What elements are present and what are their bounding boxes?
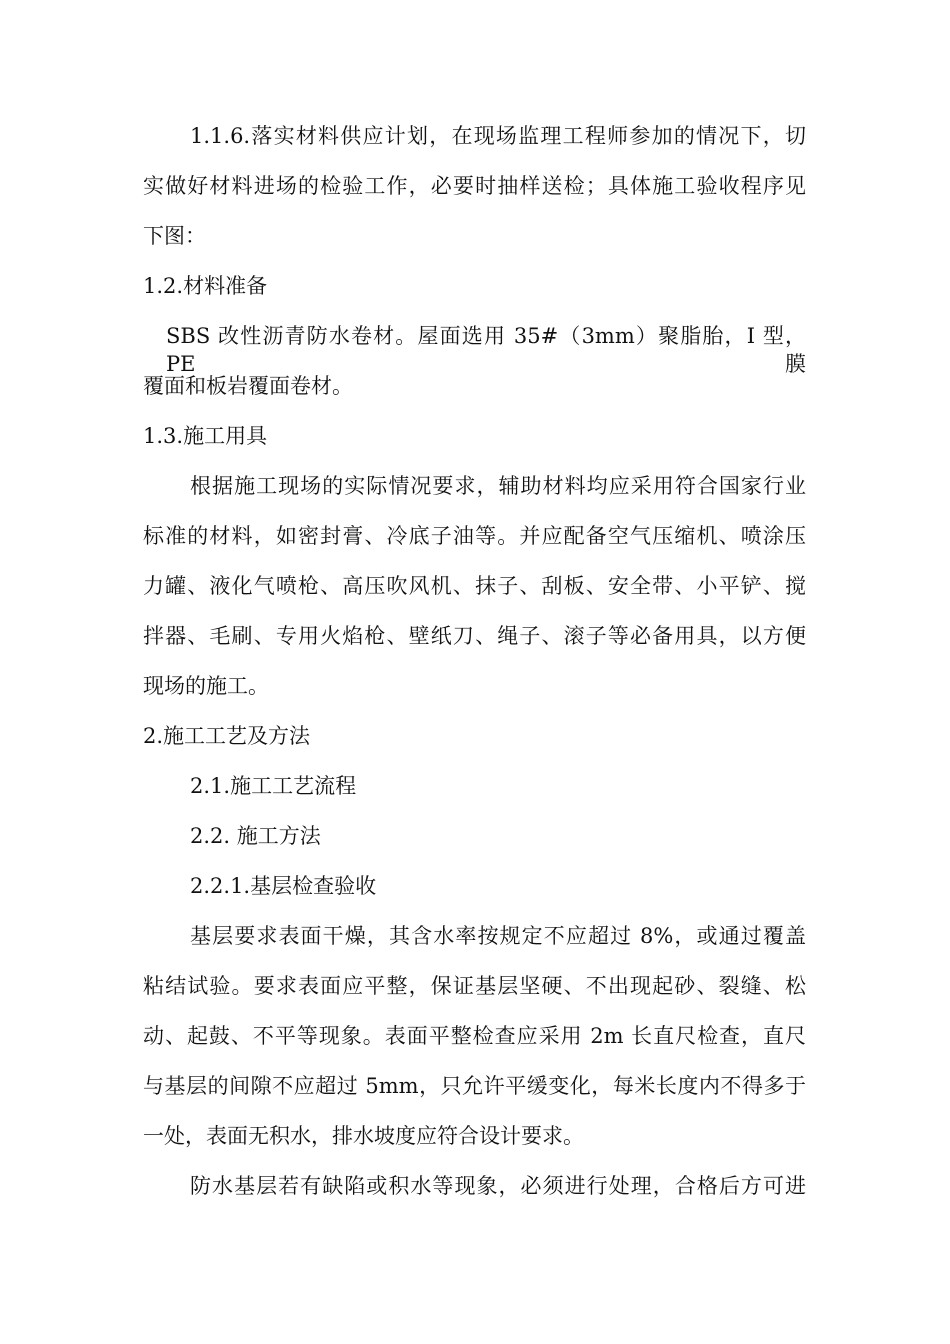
text-line: 实做好材料进场的检验工作，必要时抽样送检；具体施工验收程序见 — [143, 174, 806, 198]
text-line: 动、起鼓、不平等现象。表面平整检查应采用 2m 长直尺检查，直尺 — [143, 1024, 806, 1048]
text-line: 粘结试验。要求表面应平整，保证基层坚硬、不出现起砂、裂缝、松 — [143, 974, 806, 998]
text-line: 标准的材料，如密封膏、冷底子油等。并应配备空气压缩机、喷涂压 — [143, 524, 806, 548]
text-line: 拌器、毛刷、专用火焰枪、壁纸刀、绳子、滚子等必备用具，以方便 — [143, 624, 806, 648]
text-line: 下图： — [143, 224, 206, 248]
section-heading: 1.3.施工用具 — [143, 424, 268, 448]
text-line: 现场的施工。 — [143, 674, 269, 698]
text-line: 覆面和板岩覆面卷材。 — [143, 374, 353, 398]
text-line: 力罐、液化气喷枪、高压吹风机、抹子、刮板、安全带、小平铲、搅 — [143, 574, 806, 598]
text-line: 一处，表面无积水，排水坡度应符合设计要求。 — [143, 1124, 584, 1148]
text-line: 1.1.6.落实材料供应计划，在现场监理工程师参加的情况下，切 — [190, 124, 806, 148]
text-line: 根据施工现场的实际情况要求，辅助材料均应采用符合国家行业 — [190, 474, 806, 498]
text-line: 防水基层若有缺陷或积水等现象，必须进行处理，合格后方可进 — [190, 1174, 806, 1198]
section-heading: 2.施工工艺及方法 — [143, 724, 311, 748]
text-line: 与基层的间隙不应超过 5mm，只允许平缓变化，每米长度内不得多于 — [143, 1074, 806, 1098]
text-line: SBS 改性沥青防水卷材。屋面选用 35#（3mm）聚脂胎，I 型，PE 膜 — [166, 324, 806, 376]
subsection-heading: 2.1.施工工艺流程 — [190, 774, 357, 798]
section-heading: 1.2.材料准备 — [143, 274, 268, 298]
subsection-heading: 2.2. 施工方法 — [190, 824, 321, 848]
text-line: 基层要求表面干燥，其含水率按规定不应超过 8%，或通过覆盖 — [190, 924, 806, 948]
subsection-heading: 2.2.1.基层检查验收 — [190, 874, 377, 898]
